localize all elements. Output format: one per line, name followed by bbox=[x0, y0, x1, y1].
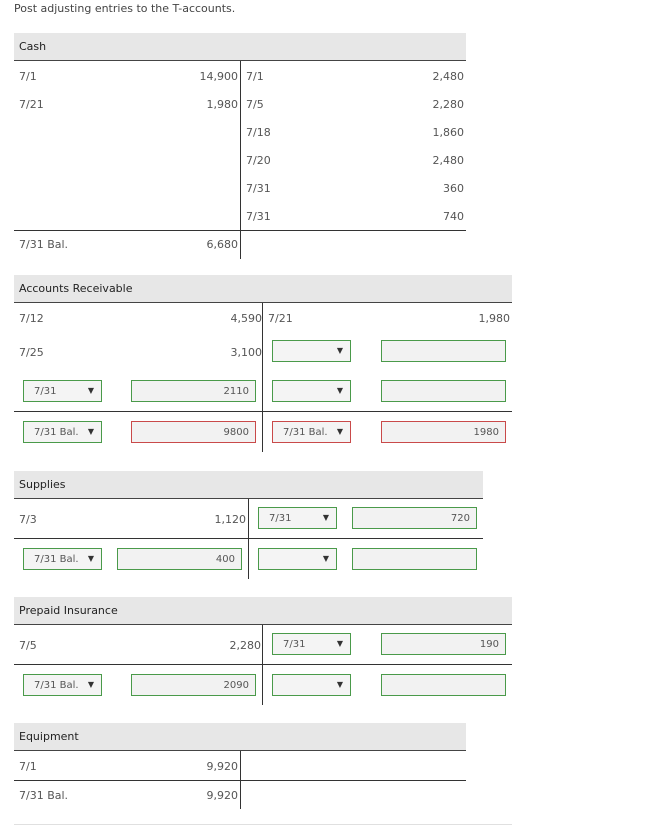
account-header bbox=[14, 597, 512, 625]
instructions: Post adjusting entries to the T-accounts. bbox=[14, 2, 236, 15]
debit-date: 7/5 bbox=[19, 639, 37, 652]
balance-debit-date-select[interactable] bbox=[23, 674, 102, 696]
t-account-accounts-receivable bbox=[14, 275, 512, 455]
chevron-down-icon: ▼ bbox=[336, 346, 343, 355]
credit-date-select[interactable] bbox=[272, 633, 351, 655]
balance-credit-amount-input[interactable] bbox=[352, 548, 477, 570]
balance-debit-amount-input[interactable] bbox=[131, 421, 256, 443]
chevron-down-icon: ▼ bbox=[336, 386, 343, 395]
account-title: Cash bbox=[19, 40, 47, 53]
credit-date: 7/18 bbox=[246, 126, 271, 139]
selected-value: 7/31 bbox=[269, 513, 292, 524]
t-divider bbox=[262, 625, 263, 705]
chevron-down-icon: ▼ bbox=[87, 554, 94, 563]
input-value: 2090 bbox=[223, 680, 249, 691]
chevron-down-icon: ▼ bbox=[87, 386, 94, 395]
balance-credit-date-select[interactable] bbox=[258, 548, 337, 570]
credit-amount: 1,980 bbox=[478, 312, 510, 325]
credit-amount-input[interactable] bbox=[381, 340, 506, 362]
credit-date-select[interactable] bbox=[272, 340, 351, 362]
input-value: 400 bbox=[215, 554, 235, 565]
t-account-cash bbox=[14, 33, 466, 263]
account-header bbox=[14, 275, 512, 303]
balance-debit-date-select[interactable] bbox=[23, 548, 102, 570]
balance-line bbox=[14, 230, 466, 231]
selected-value: 7/31 Bal. bbox=[34, 427, 79, 438]
chevron-down-icon: ▼ bbox=[336, 639, 343, 648]
credit-amount: 740 bbox=[443, 210, 464, 223]
account-title: Accounts Receivable bbox=[19, 282, 133, 295]
selected-value: 7/31 bbox=[283, 639, 306, 650]
account-header bbox=[14, 723, 466, 751]
credit-amount-input[interactable] bbox=[381, 380, 506, 402]
credit-amount-input[interactable] bbox=[381, 633, 506, 655]
debit-amount-input[interactable] bbox=[131, 380, 256, 402]
debit-amount: 3,100 bbox=[230, 346, 262, 359]
account-title: Supplies bbox=[19, 478, 66, 491]
chevron-down-icon: ▼ bbox=[336, 680, 343, 689]
credit-date: 7/5 bbox=[246, 98, 264, 111]
balance-line bbox=[14, 538, 483, 539]
t-divider bbox=[262, 303, 263, 452]
debit-date: 7/3 bbox=[19, 513, 37, 526]
balance-date: 7/31 Bal. bbox=[19, 238, 69, 251]
debit-amount: 14,900 bbox=[199, 70, 238, 83]
balance-amount: 6,680 bbox=[206, 238, 238, 251]
input-value: 720 bbox=[450, 513, 470, 524]
balance-line bbox=[14, 780, 466, 781]
chevron-down-icon: ▼ bbox=[87, 680, 94, 689]
input-value: 9800 bbox=[223, 427, 249, 438]
credit-date-select[interactable] bbox=[272, 380, 351, 402]
balance-debit-date-select[interactable] bbox=[23, 421, 102, 443]
account-header bbox=[14, 471, 483, 499]
chevron-down-icon: ▼ bbox=[322, 513, 329, 522]
credit-amount: 1,860 bbox=[432, 126, 464, 139]
debit-date: 7/1 bbox=[19, 760, 37, 773]
debit-amount: 9,920 bbox=[206, 760, 238, 773]
credit-date: 7/21 bbox=[268, 312, 293, 325]
credit-date: 7/31 bbox=[246, 182, 271, 195]
credit-amount: 2,280 bbox=[432, 98, 464, 111]
balance-amount: 9,920 bbox=[206, 789, 238, 802]
debit-amount: 2,280 bbox=[229, 639, 261, 652]
account-title: Prepaid Insurance bbox=[19, 604, 118, 617]
balance-line bbox=[14, 664, 512, 665]
credit-date: 7/1 bbox=[246, 70, 264, 83]
selected-value: 7/31 bbox=[34, 386, 57, 397]
input-value: 190 bbox=[479, 639, 499, 650]
credit-date: 7/20 bbox=[246, 154, 271, 167]
balance-credit-date-select[interactable] bbox=[272, 421, 351, 443]
t-account-prepaid-insurance bbox=[14, 597, 512, 707]
credit-date: 7/31 bbox=[246, 210, 271, 223]
balance-credit-amount-input[interactable] bbox=[381, 674, 506, 696]
t-divider bbox=[248, 499, 249, 579]
account-header bbox=[14, 33, 466, 61]
credit-amount: 2,480 bbox=[432, 154, 464, 167]
balance-debit-amount-input[interactable] bbox=[131, 674, 256, 696]
t-account-supplies bbox=[14, 471, 483, 581]
balance-date: 7/31 Bal. bbox=[19, 789, 69, 802]
debit-date: 7/21 bbox=[19, 98, 44, 111]
account-title: Equipment bbox=[19, 730, 79, 743]
balance-credit-amount-input[interactable] bbox=[381, 421, 506, 443]
t-account-equipment bbox=[14, 723, 466, 813]
chevron-down-icon: ▼ bbox=[336, 427, 343, 436]
selected-value: 7/31 Bal. bbox=[34, 554, 79, 565]
chevron-down-icon: ▼ bbox=[322, 554, 329, 563]
debit-date: 7/25 bbox=[19, 346, 44, 359]
credit-amount: 360 bbox=[443, 182, 464, 195]
debit-date: 7/12 bbox=[19, 312, 44, 325]
credit-amount-input[interactable] bbox=[352, 507, 477, 529]
balance-debit-amount-input[interactable] bbox=[117, 548, 242, 570]
footer-divider bbox=[14, 824, 512, 825]
selected-value: 7/31 Bal. bbox=[34, 680, 79, 691]
chevron-down-icon: ▼ bbox=[87, 427, 94, 436]
debit-amount: 1,980 bbox=[206, 98, 238, 111]
credit-date-select[interactable] bbox=[258, 507, 337, 529]
debit-date-select[interactable] bbox=[23, 380, 102, 402]
balance-credit-date-select[interactable] bbox=[272, 674, 351, 696]
input-value: 2110 bbox=[223, 386, 249, 397]
input-value: 1980 bbox=[473, 427, 499, 438]
debit-amount: 4,590 bbox=[230, 312, 262, 325]
debit-amount: 1,120 bbox=[214, 513, 246, 526]
balance-line bbox=[14, 411, 512, 412]
selected-value: 7/31 Bal. bbox=[283, 427, 328, 438]
debit-date: 7/1 bbox=[19, 70, 37, 83]
credit-amount: 2,480 bbox=[432, 70, 464, 83]
